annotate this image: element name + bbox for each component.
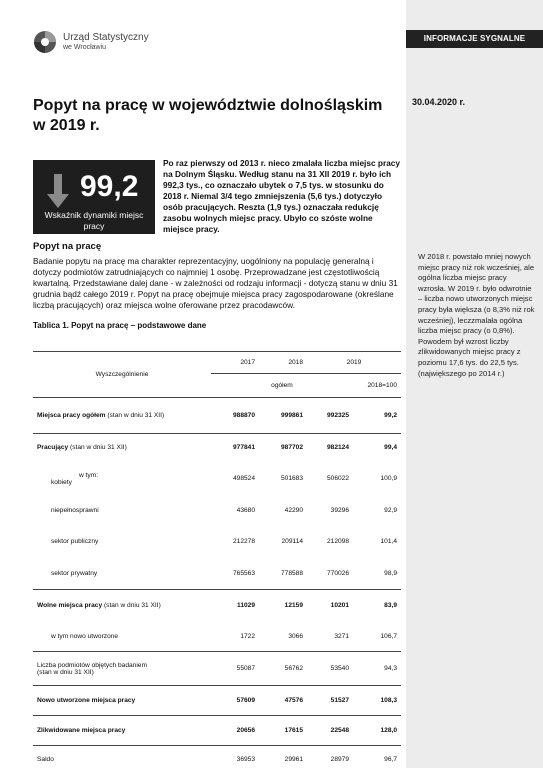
table-row: Zlikwidowane miejsca pracy 20656 17615 22548 128,0 xyxy=(33,716,401,746)
kpi-value: 99,2 xyxy=(80,170,139,203)
org-city: we Wrocławiu xyxy=(63,44,107,51)
table-row: sektor publiczny 212278 209114 212098 101,4 xyxy=(51,538,397,545)
page-title: Popyt na pracę w województwie dolnośląskim w 2019 r. xyxy=(33,97,383,134)
sub-header-index: 2018=100 xyxy=(353,374,401,398)
logo-icon xyxy=(33,30,57,54)
lead-paragraph: Po raz pierwszy od 2013 r. nieco zmalała liczba miejsc pracy na Dolnym Śląsku. Według stanu na 31 XII 2019 r. było ich 992,3 tys., co oznaczało ubytek o 7,5 tys. w stosunku do 2018 r. Niemal 3/4 tego zmniejszenia (5,6 tys.) dotyczyło osób pracujących. Reszta (1,9 tys.) oznaczała redukcję zasobu wolnych miejsc pracy. Ubyło co szóste wolne miejsce pracy. xyxy=(163,158,401,234)
table-row: Liczba podmiotów objętych badaniem (stan w dniu 31 XII) 55087 56762 53540 94,3 xyxy=(33,652,401,686)
table-row: Wolne miejsca pracy (stan w dniu 31 XII) 11029 12159 10201 83,9 xyxy=(37,602,397,610)
table-row: Miejsca pracy ogółem (stan w dniu 31 XII) 988870 999861 992325 99,2 xyxy=(33,398,401,434)
sub-header-ogolem: ogółem xyxy=(211,374,353,398)
org-name: Urząd Statystyczny xyxy=(63,32,149,43)
sidebar-panel xyxy=(406,0,543,768)
org-logo xyxy=(33,28,153,56)
col-header-2017: 2017 xyxy=(211,352,259,374)
informacje-sygnalne-badge: INFORMACJE SYGNALNE xyxy=(406,30,543,48)
kpi-box xyxy=(33,160,155,234)
table-title: Tablica 1. Popyt na pracę – podstawowe dane xyxy=(33,321,207,330)
table-row: w tym: kobiety 498524 501683 506022 100,9 xyxy=(51,471,397,486)
arrow-down-icon xyxy=(47,174,69,208)
table-row: Pracujący (stan w dniu 31 XII) 977841 987702 982124 99,4 xyxy=(37,444,397,452)
table-row: niepełnosprawni 43680 42290 39296 92,9 xyxy=(51,507,397,514)
col-header-stub: Wyszczególnienie xyxy=(33,352,211,398)
section-heading: Popyt na pracę xyxy=(33,241,102,252)
kpi-label: Wskaźnik dynamiki miejsc pracy xyxy=(44,210,144,231)
table-row: Nowo utworzone miejsca pracy 57609 47576 51527 108,3 xyxy=(33,686,401,716)
body-paragraph: Badanie popytu na pracę ma charakter reprezentacyjny, uogólniony na populację generalną i dotyczy podmiotów zatrudniających co najmniej 1 osobę. Przeprowadzane jest częstotliwością kwartalną. Przedstawiane dalej dane - w zależności od rodzaju informacji - dotyczą stanu w dniu 31 grudnia bądź całego 2019 r. Popyt na pracę obejmuje miejsca pracy zagospodarowane (określane liczbą pracujących) oraz miejsca wolne oferowane przez pracodawców. xyxy=(33,256,398,310)
publication-date: 30.04.2020 r. xyxy=(412,97,466,107)
table-row: w tym nowo utworzone 1722 3066 3271 106,7 xyxy=(33,622,401,652)
col-header-2019: 2019 xyxy=(307,352,401,374)
table-row: sektor prywatny 765563 778588 770026 98,9 xyxy=(33,558,401,590)
data-table xyxy=(33,351,401,774)
table-row: Saldo 36953 29961 28979 96,7 xyxy=(37,756,397,764)
col-header-2018: 2018 xyxy=(259,352,307,374)
side-note: W 2018 r. powstało mniej nowych miejsc pracy niż rok wcześniej, ale ogólna liczba miejsc pracy wzrosła. W 2019 r. było odwrotnie – liczba nowo utworzonych miejsc pracy była większa (o 8,3% niż rok wcześniej), leczzmalała ogólna liczba miejsc pracy (o 0,8%). Powodem był wzrost liczby zlikwidowanych miejsc pracy z poziomu 17,6 tys. do 22,5 tys. (największego po 2014 r.) xyxy=(418,252,535,378)
